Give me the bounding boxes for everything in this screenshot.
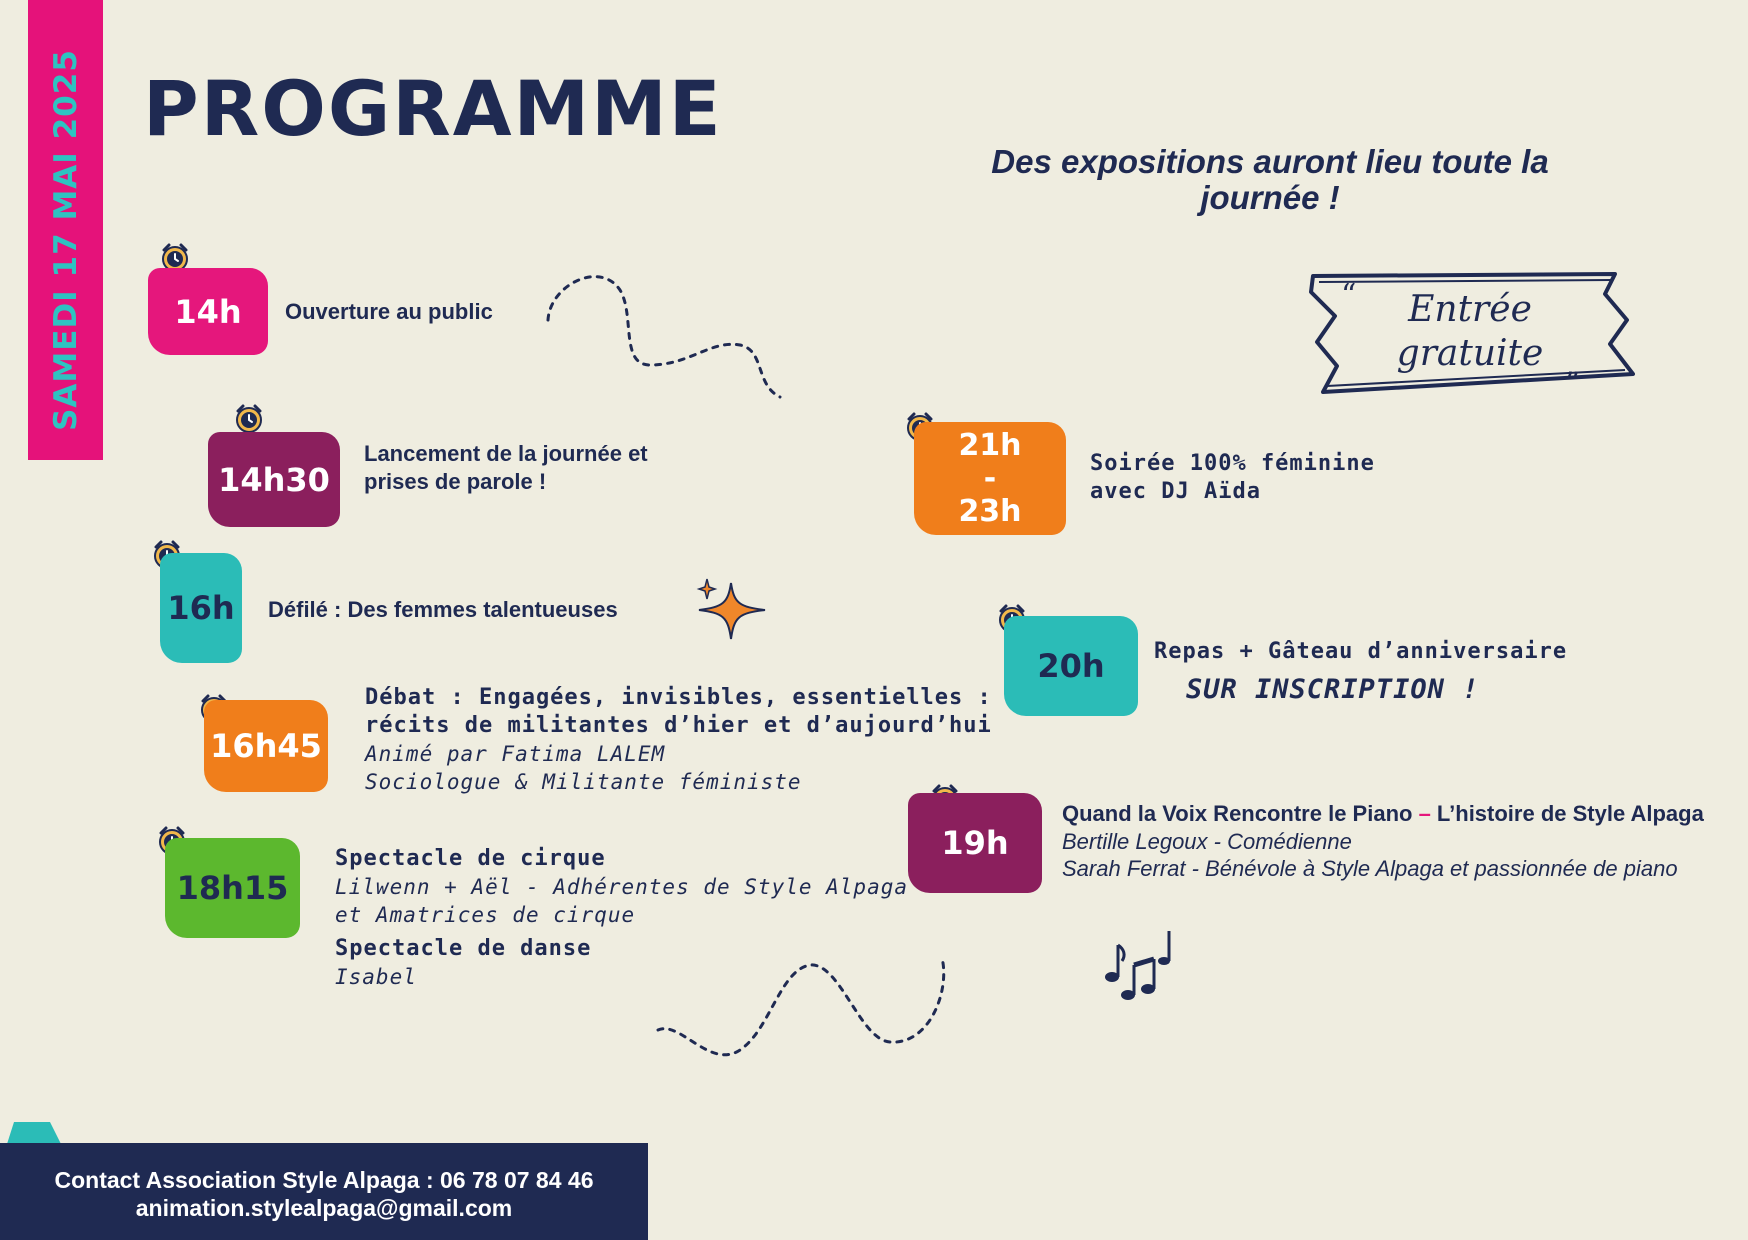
registration-note: SUR INSCRIPTION ! (1186, 674, 1480, 705)
event-title-opening: Ouverture au public (285, 299, 493, 324)
expositions-line-1: Des expositions auront lieu toute la (991, 143, 1549, 180)
sparkle-star-icon (695, 575, 770, 645)
event-soiree-line-2: avec DJ Aïda (1090, 479, 1261, 504)
time-badge-16h45: 16h45 (204, 700, 328, 792)
alarm-clock-icon (234, 404, 264, 434)
event-piano-performer-1: Bertille Legoux - Comédienne (1062, 829, 1352, 854)
open-quote: “ (1341, 278, 1357, 313)
time-start: 21h (958, 428, 1022, 463)
event-dance-performer: Isabel (335, 965, 417, 989)
contact-phone: Contact Association Style Alpaga : 06 78 07 84 46 (54, 1167, 594, 1193)
event-circus-performers: Lilwenn + Aël - Adhérentes de Style Alpaga (335, 875, 909, 899)
event-piano-title-part-2: L’histoire de Style Alpaga (1436, 801, 1704, 826)
event-circus-performers-2: et Amatrices de cirque (335, 903, 636, 927)
time-badge-20h: 20h (1004, 616, 1138, 716)
time-badge-21h-23h (914, 422, 1066, 535)
event-circus-title: Spectacle de cirque (335, 846, 606, 871)
time-badge-14h: 14h (148, 268, 268, 355)
event-meal (1154, 638, 1567, 705)
free-entry-line-1: Entrée (1408, 289, 1532, 330)
free-entry-banner (1305, 270, 1635, 400)
event-title-defile: Défilé : Des femmes talentueuses (268, 597, 618, 622)
time-badge-18h15: 18h15 (165, 838, 300, 938)
contact-footer (0, 1143, 648, 1240)
dotted-squiggle-top (540, 265, 790, 405)
free-entry-text (1365, 288, 1575, 376)
event-debate-title-2: récits de militantes d’hier et d’aujourd’hui (365, 713, 992, 738)
event-date: SAMEDI 17 MAI 2025 (47, 49, 84, 431)
event-piano-performer-2: Sarah Ferrat - Bénévole à Style Alpaga et passionnée de piano (1062, 856, 1678, 881)
event-title-launch-line-2: prises de parole ! (364, 469, 547, 494)
time-badge-19h: 19h (908, 793, 1042, 893)
event-debate-title-1: Débat : Engagées, invisibles, essentielles : (365, 685, 992, 710)
expositions-line-2: journée ! (1200, 179, 1340, 216)
time-separator: - (983, 461, 997, 496)
page-title: PROGRAMME (143, 64, 723, 153)
event-piano-title (1062, 800, 1704, 828)
expositions-note (900, 144, 1640, 216)
event-soiree-line-1: Soirée 100% féminine (1090, 451, 1375, 476)
music-notes-icon (1100, 925, 1180, 1005)
event-debate-moderator: Animé par Fatima LALEM (365, 742, 666, 766)
time-end: 23h (958, 494, 1022, 529)
contact-email[interactable]: animation.stylealpaga@gmail.com (135, 1195, 513, 1221)
event-piano-title-separator: – (1412, 801, 1437, 826)
time-badge-16h: 16h (160, 553, 242, 663)
event-shows (335, 845, 908, 991)
date-sidebar (28, 0, 103, 460)
event-meal-title: Repas + Gâteau d’anniversaire (1154, 639, 1568, 664)
event-debate-moderator-role: Sociologue & Militante féministe (365, 770, 802, 794)
event-title-launch-line-1: Lancement de la journée et (364, 441, 648, 466)
event-piano (1062, 800, 1704, 882)
close-quote: „ (1565, 348, 1581, 383)
event-debate (365, 684, 992, 796)
free-entry-line-2: gratuite (1396, 333, 1544, 374)
event-title-launch (364, 440, 648, 496)
event-dance-title: Spectacle de danse (335, 936, 592, 961)
time-badge-14h30: 14h30 (208, 432, 340, 527)
event-soiree (1090, 450, 1375, 506)
event-piano-title-part-1: Quand la Voix Rencontre le Piano (1062, 801, 1413, 826)
